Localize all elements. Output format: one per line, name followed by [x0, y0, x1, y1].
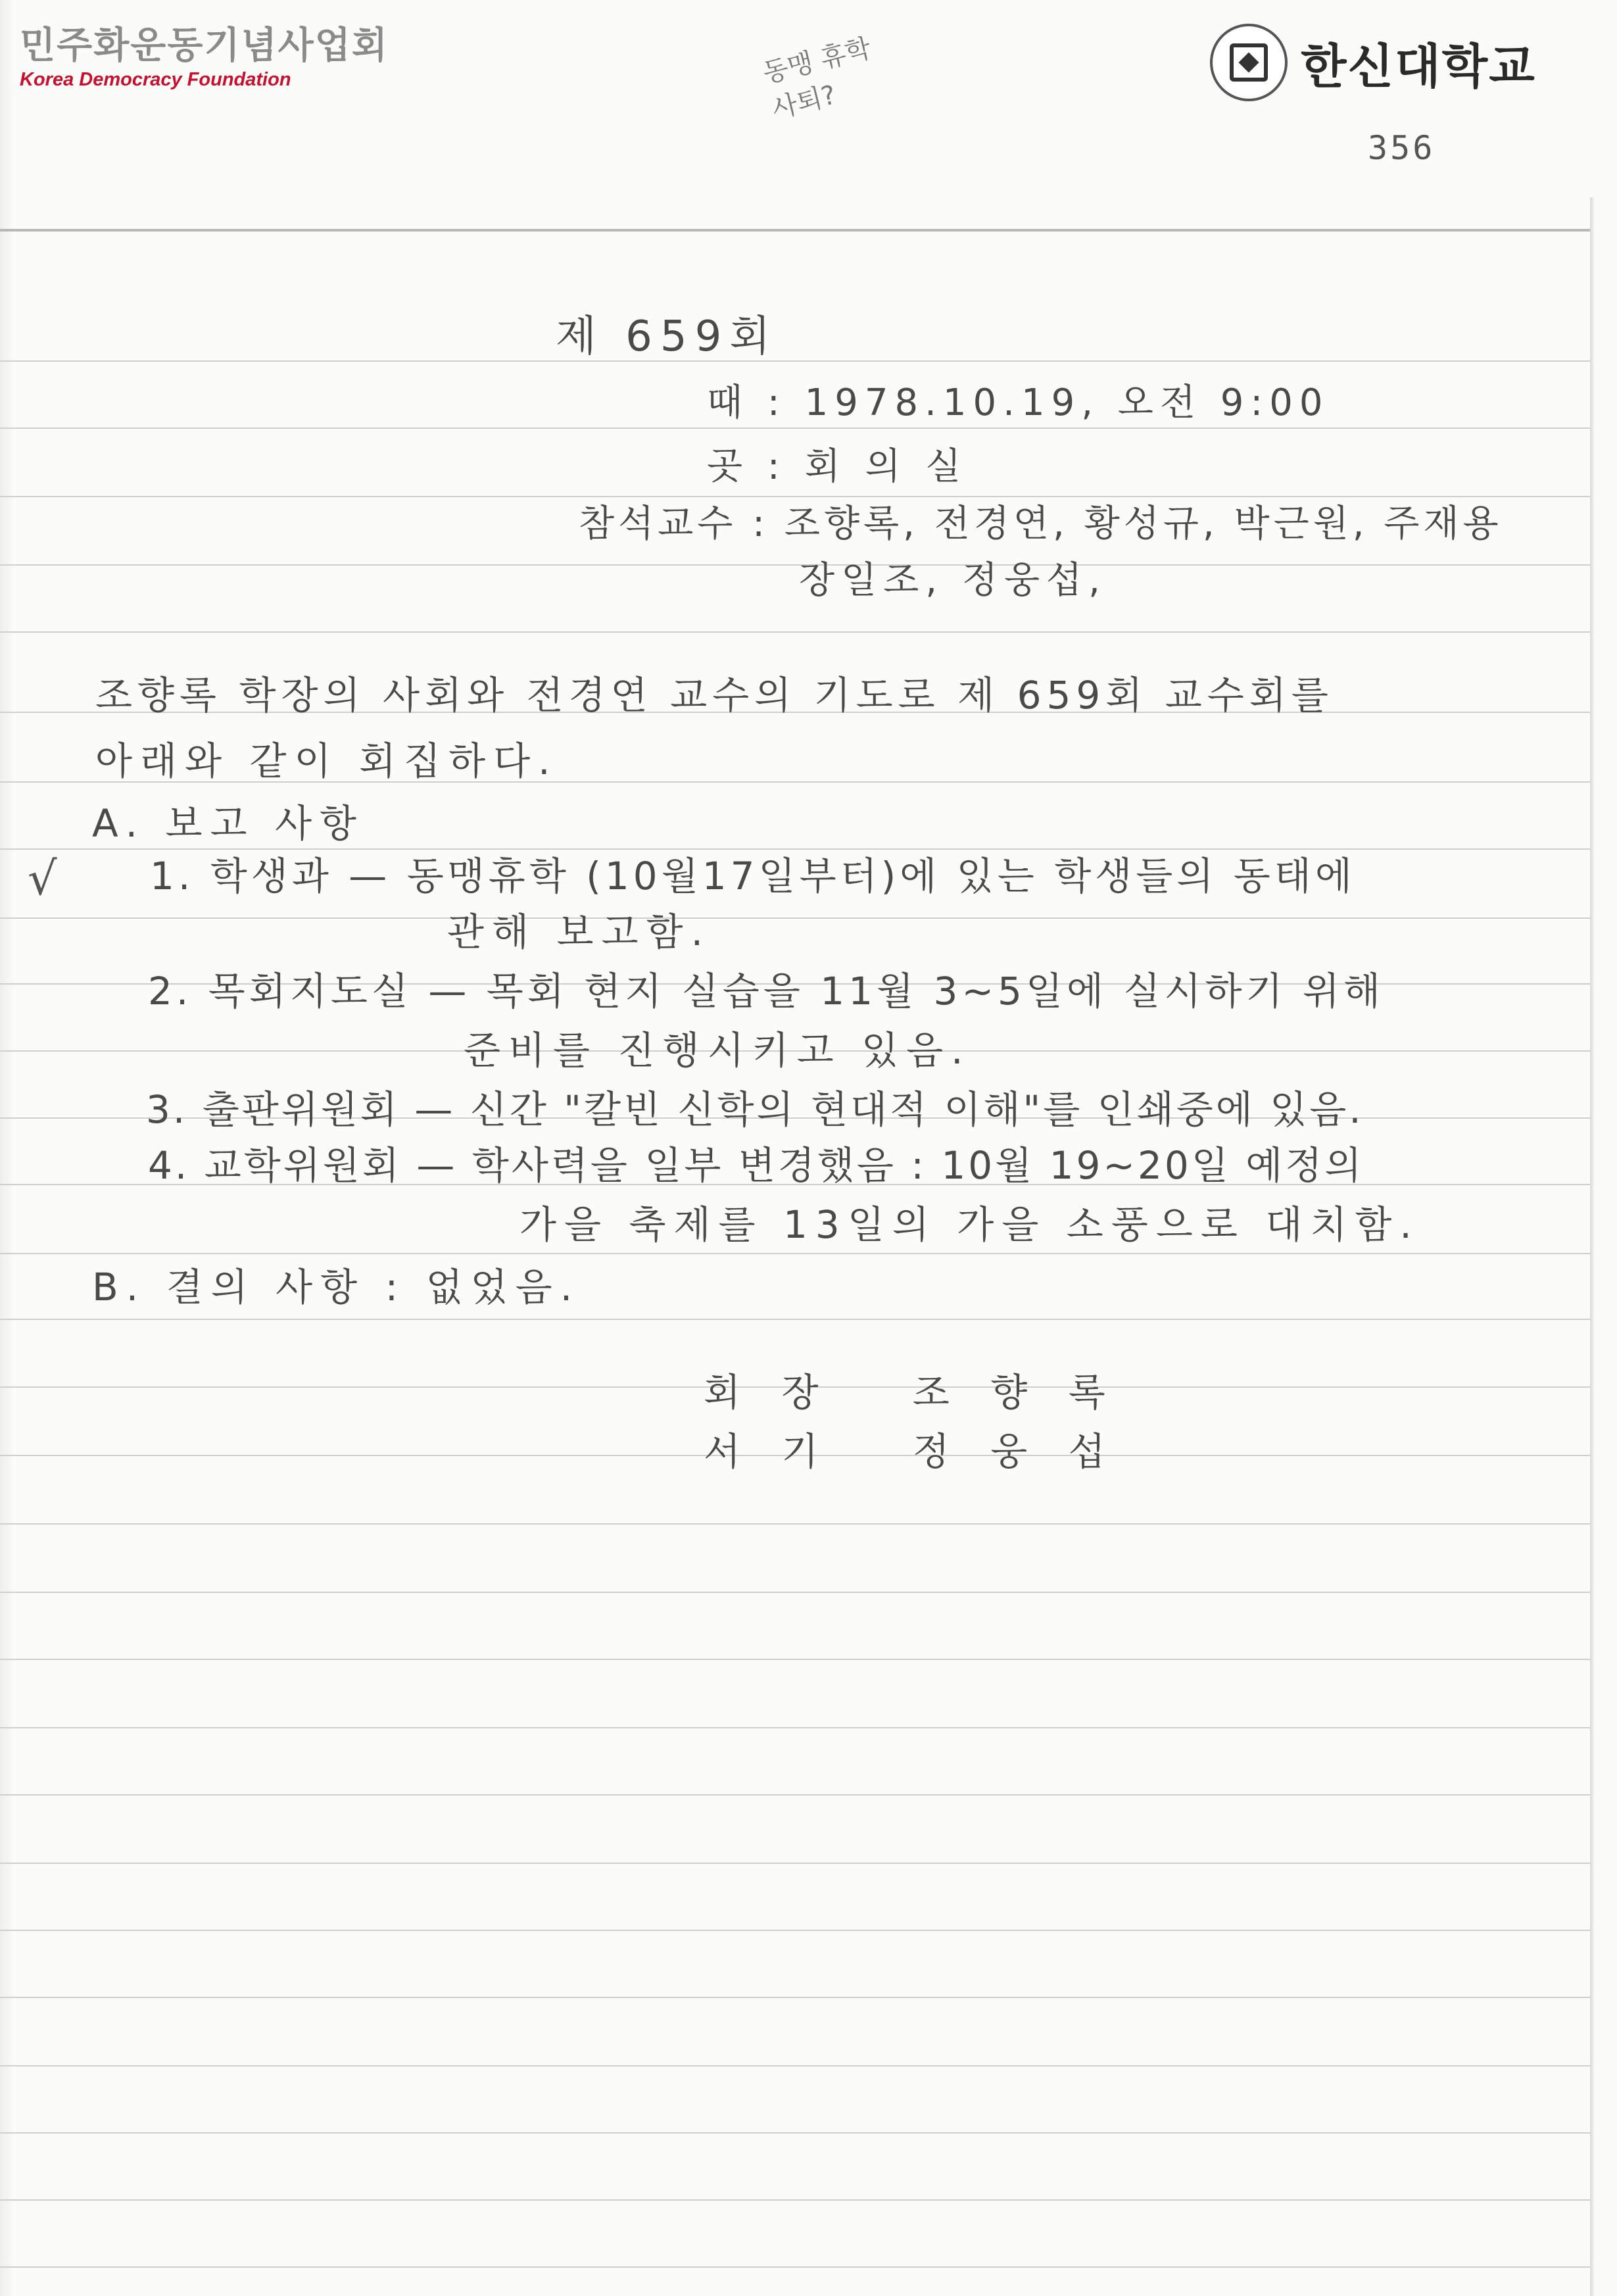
ruled-line: [0, 427, 1591, 429]
ruled-line: [0, 2132, 1591, 2134]
signature-secretary: 서 기 정 웅 섭: [704, 1429, 1120, 1474]
opening-line-2: 아래와 같이 회집하다.: [95, 739, 558, 783]
section-a-heading: A. 보고 사항: [92, 801, 365, 846]
kdf-logo-korean: 민주화운동기념사업회: [20, 24, 389, 67]
handwritten-margin-note: 동맹 휴학 사퇴?: [760, 33, 875, 125]
ruled-line: [0, 2065, 1591, 2066]
report-item-1: 1. 학생과 — 동맹휴학 (10월17일부터)에 있는 학생들의 동태에: [150, 854, 1356, 898]
attendees-line-2: 장일조, 정웅섭,: [799, 559, 1107, 602]
page-number: 356: [1368, 129, 1436, 167]
ruled-line: [0, 1659, 1591, 1660]
ruled-line: [0, 1794, 1591, 1795]
report-item-4-cont: 가을 축제를 13일의 가을 소풍으로 대치함.: [519, 1202, 1420, 1247]
checkmark-icon: √: [28, 852, 57, 906]
kdf-logo-english: Korea Democracy Foundation: [20, 69, 291, 90]
ruled-line: [0, 2266, 1591, 2268]
signature-chair: 회 장 조 향 록: [704, 1370, 1120, 1415]
ruled-line: [0, 1997, 1591, 1998]
ruled-line: [0, 1253, 1591, 1254]
attendees-line-1: 참석교수 : 조향록, 전경연, 황성규, 박근원, 주재용: [579, 502, 1503, 545]
opening-line-1: 조향록 학장의 사회와 전경연 교수의 기도로 제 659회 교수회를: [95, 673, 1334, 718]
ruled-line: [0, 1592, 1591, 1593]
report-item-4: 4. 교학위원회 — 학사력을 일부 변경했음 : 10월 19~20일 예정의: [148, 1143, 1364, 1188]
report-item-3: 3. 출판위원회 — 신간 "칼빈 신학의 현대적 이해"를 인쇄중에 있음.: [146, 1087, 1364, 1132]
report-item-2-cont: 준비를 진행시키고 있음.: [464, 1028, 971, 1073]
hanshin-university-logo: [1210, 24, 1536, 101]
university-name: 한신대학교: [1301, 39, 1536, 94]
section-b-heading: B. 결의 사항 : 없었음.: [92, 1265, 581, 1309]
meeting-time: 때 : 1978.10.19, 오전 9:00: [707, 381, 1330, 424]
ruled-line: [0, 1863, 1591, 1864]
page-binding-edge: [1590, 197, 1594, 2296]
ruled-line: [0, 1523, 1591, 1525]
ruled-line: [0, 360, 1591, 362]
ruled-line: [0, 1727, 1591, 1728]
top-rule: [0, 229, 1591, 232]
report-item-2: 2. 목회지도실 — 목회 현지 실습을 11월 3~5일에 실시하기 위해: [148, 969, 1385, 1014]
ruled-line: [0, 1930, 1591, 1931]
meeting-title: 제 659회: [556, 312, 779, 361]
ruled-line: [0, 917, 1591, 919]
ruled-line: [0, 631, 1591, 633]
meeting-place: 곳 : 회 의 실: [707, 445, 968, 488]
ruled-line: [0, 564, 1591, 566]
university-seal-icon: [1210, 24, 1288, 101]
kdf-logo: [20, 26, 389, 91]
ruled-line: [0, 1319, 1591, 1320]
ruled-line: [0, 2199, 1591, 2201]
report-item-1-cont: 관해 보고함.: [447, 910, 712, 954]
